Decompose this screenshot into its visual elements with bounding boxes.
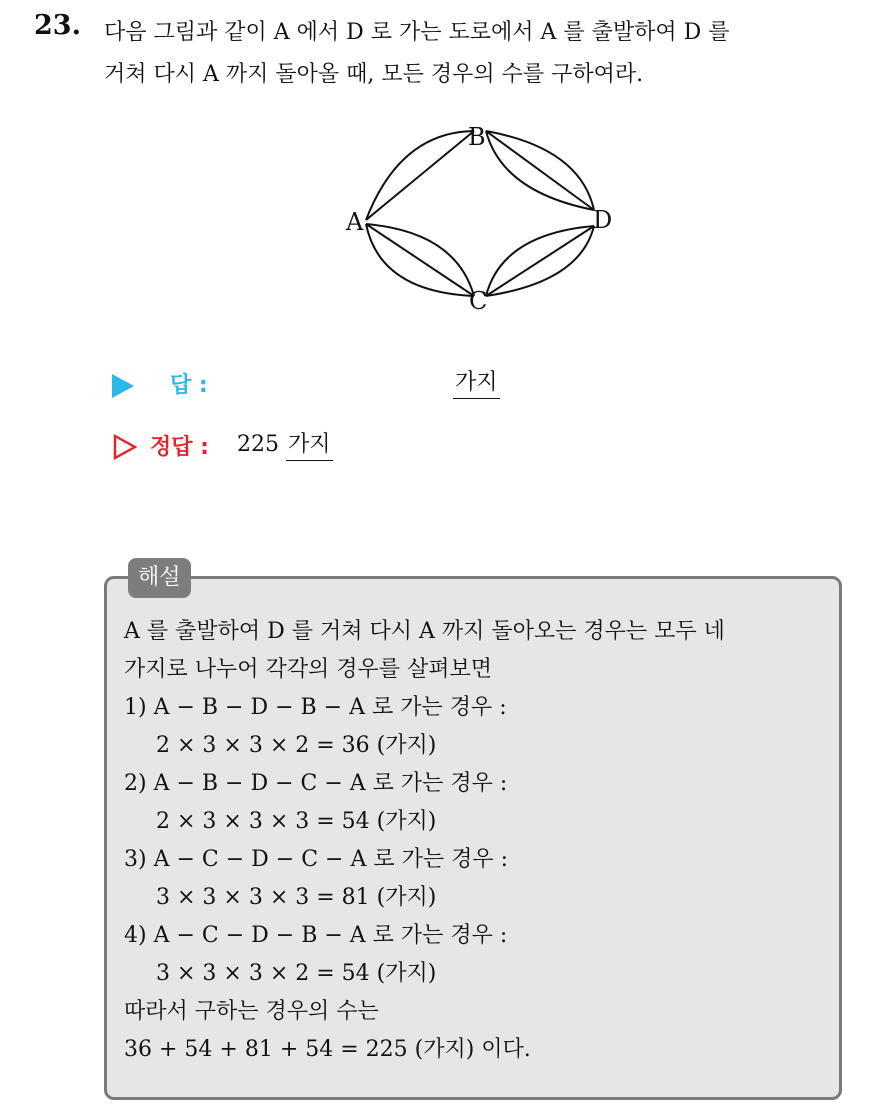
explanation-line: 3) A − C − D − C − A 로 가는 경우 : bbox=[124, 847, 508, 872]
answer-row bbox=[112, 366, 612, 406]
explanation-line: 1) A − B − D − B − A 로 가는 경우 : bbox=[124, 695, 507, 720]
explanation-line: 3 × 3 × 3 × 2 = 54 (가지) bbox=[156, 961, 437, 986]
node-label-c: C bbox=[469, 287, 488, 315]
correct-answer-value: 225 bbox=[237, 432, 279, 457]
explanation-line: 2 × 3 × 3 × 2 = 36 (가지) bbox=[156, 733, 437, 758]
explanation-body bbox=[124, 613, 834, 1069]
question-line: 다음 그림과 같이 A 에서 D 로 가는 도로에서 A 를 출발하여 D 를 bbox=[104, 20, 730, 45]
explanation-line: 4) A − C − D − B − A 로 가는 경우 : bbox=[124, 923, 508, 948]
road-b-d bbox=[486, 131, 594, 210]
explanation-line: 2) A − B − D − C − A 로 가는 경우 : bbox=[124, 771, 508, 796]
explanation-line: 3 × 3 × 3 × 3 = 81 (가지) bbox=[156, 885, 437, 910]
explanation-line: A 를 출발하여 D 를 거쳐 다시 A 까지 돌아오는 경우는 모두 네 bbox=[124, 619, 725, 644]
explanation-line: 36 + 54 + 81 + 54 = 225 (가지) 이다. bbox=[124, 1037, 531, 1062]
correct-answer-unit: 가지 bbox=[286, 430, 333, 461]
answer-blank-unit: 가지 bbox=[453, 368, 500, 399]
question-number: 23. bbox=[34, 10, 81, 41]
correct-answer-row bbox=[112, 428, 612, 468]
explanation-line: 가지로 나누어 각각의 경우를 살펴보면 bbox=[124, 657, 493, 682]
question-line: 거쳐 다시 A 까지 돌아올 때, 모든 경우의 수를 구하여라. bbox=[104, 62, 644, 87]
road-a-b bbox=[366, 131, 474, 220]
correct-answer-label: 정답 : bbox=[150, 435, 209, 460]
road-c-d bbox=[486, 226, 594, 296]
node-label-b: B bbox=[468, 123, 486, 151]
node-label-d: D bbox=[593, 206, 613, 234]
explanation-tag: 해설 bbox=[128, 558, 191, 598]
explanation-line: 따라서 구하는 경우의 수는 bbox=[124, 999, 379, 1024]
explanation-line: 2 × 3 × 3 × 3 = 54 (가지) bbox=[156, 809, 437, 834]
node-label-a: A bbox=[346, 208, 364, 236]
outline-triangle-icon bbox=[112, 434, 138, 460]
play-triangle-icon bbox=[112, 374, 134, 398]
answer-label: 답 : bbox=[170, 373, 208, 398]
road-diagram bbox=[0, 0, 884, 340]
